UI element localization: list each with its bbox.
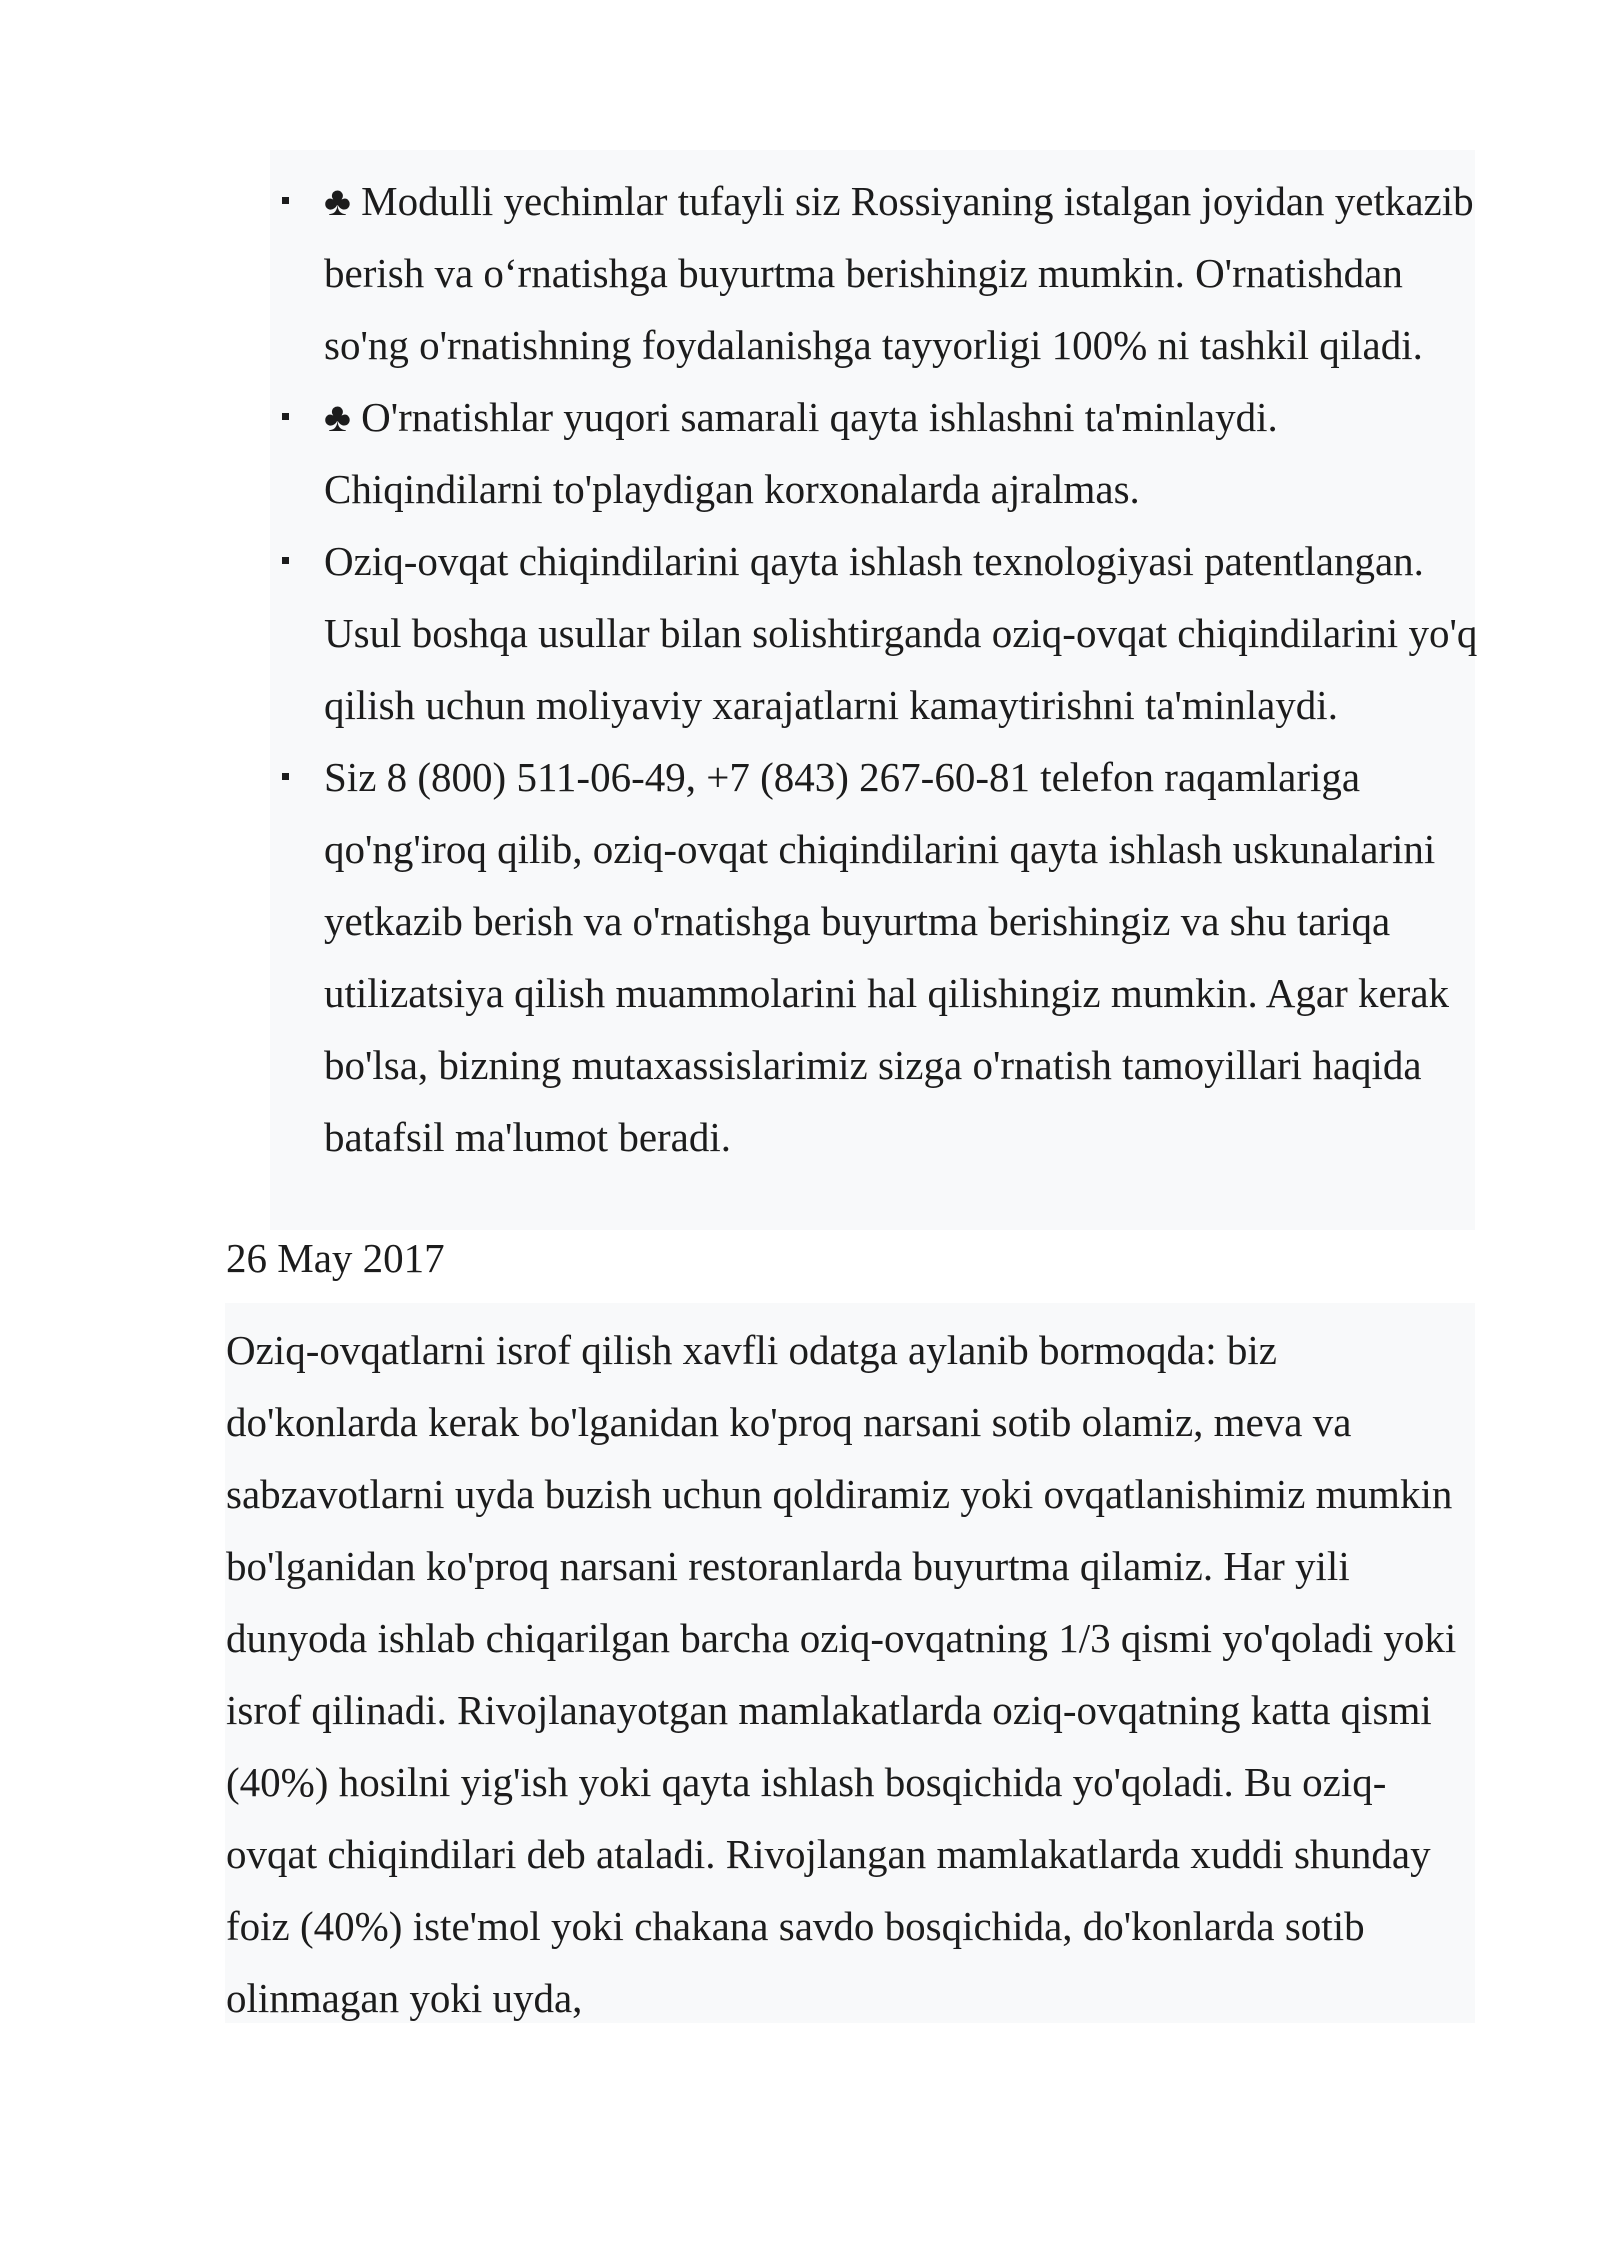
list-item [270,381,1480,525]
list-item-text: Siz 8 (800) 511-06-49, +7 (843) 267-60-81 telefon raqamlariga qo'ng'iroq qilib, oziq-ovqat chiqindilarini qayta ishlash uskunalarini yetkazib berish va o'rnatishga buyurtma berishingiz va shu tariqa utilizatsiya qilish muammolarini hal qilishingiz mumkin. Agar kerak bo'lsa, bizning mutaxassislarimiz sizga o'rnatish tamoyillari haqida batafsil ma'lumot beradi. [324,754,1450,1160]
article-paragraph: Oziq-ovqatlarni isrof qilish xavfli odatga aylanib bormoqda: biz do'konlarda kerak bo'lganidan ko'proq narsani sotib olamiz, meva va sabzavotlarni uyda buzish uchun qoldiramiz yoki ovqatlanishimiz mumkin bo'lganidan ko'proq narsani restoranlarda buyurtma qilamiz. Har yili dunyoda ishlab chiqarilgan barcha oziq-ovqatning 1/3 qismi yo'qoladi yoki isrof qilinadi. Rivojlanayotgan mamlakatlarda oziq-ovqatning katta qismi (40%) hosilni yig'ish yoki qayta ishlash bosqichida yo'qoladi. Bu oziq-ovqat chiqindilari deb ataladi. Rivojlangan mamlakatlarda xuddi shunday foiz (40%) iste'mol yoki chakana savdo bosqichida, do'konlarda sotib olinmagan yoki uyda, [226,1327,1457,2021]
square-bullet-icon [282,197,289,204]
square-bullet-icon [282,773,289,780]
square-bullet-icon [282,557,289,564]
list-item-text: ♣ Modulli yechimlar tufayli siz Rossiyaning istalgan joyidan yetkazib berish va o‘rnatishga buyurtma berishingiz mumkin. O'rnatishdan so'ng o'rnatishning foydalanishga tayyorligi 100% ni tashkil qiladi. [324,178,1474,368]
square-bullet-icon [282,413,289,420]
list-item [270,741,1480,1173]
bullet-list [270,165,1480,1173]
publication-date: 26 May 2017 [226,1235,445,1281]
list-item [270,525,1480,741]
list-item-text: Oziq-ovqat chiqindilarini qayta ishlash texnologiyasi patentlangan. Usul boshqa usullar bilan solishtirganda oziq-ovqat chiqindilarini yo'q qilish uchun moliyaviy xarajatlarni kamaytirishni ta'minlaydi. [324,538,1478,728]
list-item-text: ♣ O'rnatishlar yuqori samarali qayta ishlashni ta'minlaydi. Chiqindilarni to'playdigan korxonalarda ajralmas. [324,394,1278,512]
list-item [270,165,1480,381]
